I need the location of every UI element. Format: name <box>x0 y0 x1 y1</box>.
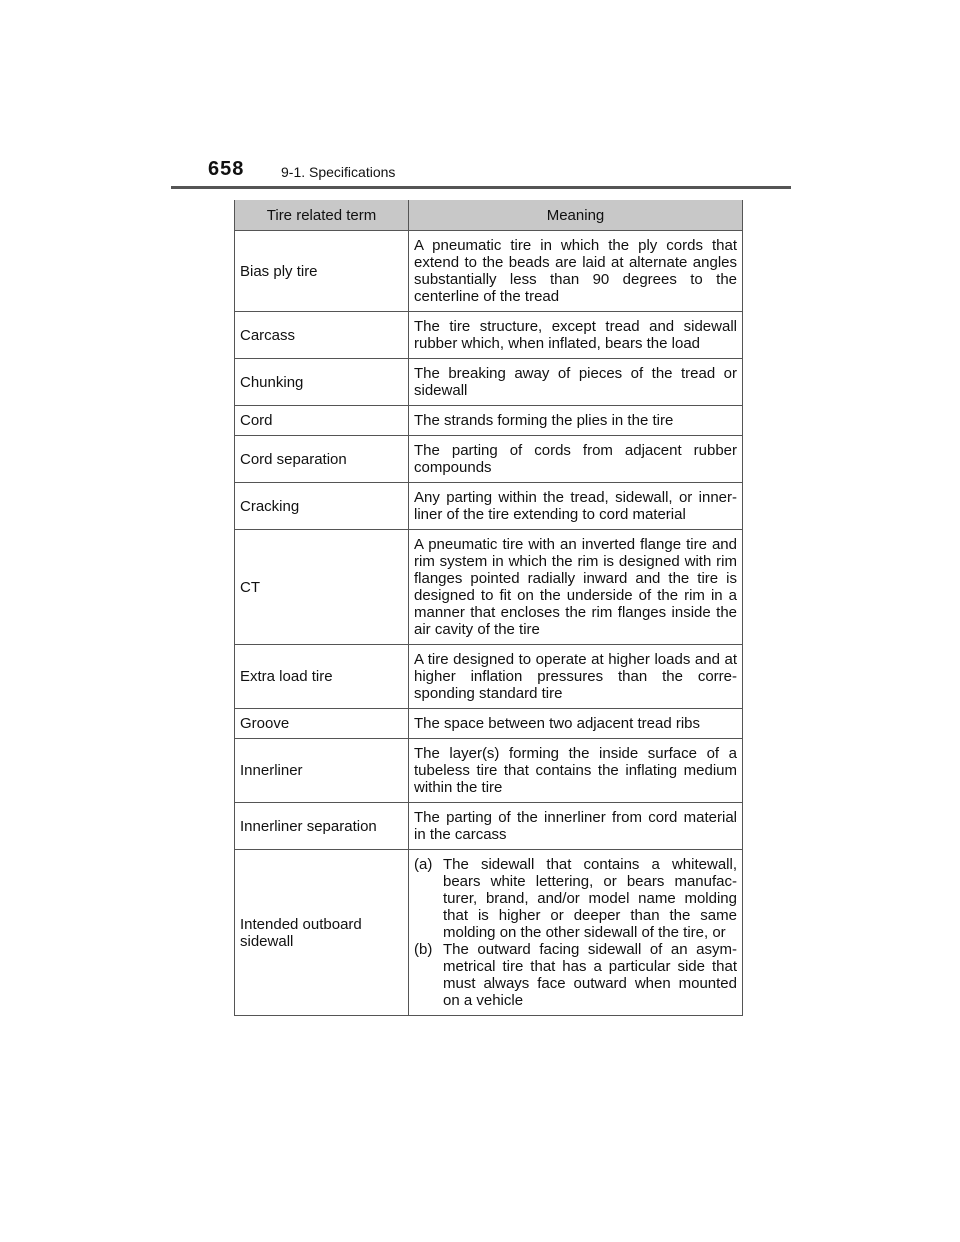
meaning-cell: The tire structure, except tread and sidewall rubber which, when inflated, bears the load <box>409 312 743 359</box>
meaning-cell: A pneumatic tire in which the ply cords that extend to the beads are laid at alternate angles substantially less than 90 degrees to the centerline of the tread <box>409 231 743 312</box>
column-header-meaning: Meaning <box>409 200 743 231</box>
meaning-cell: A pneumatic tire with an inverted flange tire and rim system in which the rim is designed with rim flanges pointed radially inward and the tire is designed to fit on the underside of the rim in a manner that encloses the rim flanges inside the air cavity of the tire <box>409 530 743 645</box>
meaning-cell: The layer(s) forming the inside surface of a tubeless tire that contains the inflating medium within the tire <box>409 739 743 803</box>
table-row <box>235 850 743 1016</box>
meaning-cell: The space between two adjacent tread ribs <box>409 709 743 739</box>
list-item <box>414 941 737 1009</box>
meaning-cell: The breaking away of pieces of the tread or sidewall <box>409 359 743 406</box>
tire-terms-table <box>234 200 743 1016</box>
term-cell: Extra load tire <box>235 645 409 709</box>
list-item-text: The outward facing sidewall of an asym-metrical tire that has a particular side that must always face outward when mounted on a vehicle <box>443 941 737 1009</box>
table-row <box>235 359 743 406</box>
table-row <box>235 483 743 530</box>
meaning-cell: Any parting within the tread, sidewall, or inner-liner of the tire extending to cord material <box>409 483 743 530</box>
term-cell: Innerliner <box>235 739 409 803</box>
meaning-cell <box>409 850 743 1016</box>
table-row <box>235 231 743 312</box>
section-title: 9-1. Specifications <box>281 164 396 180</box>
term-cell: Cracking <box>235 483 409 530</box>
meaning-cell: The parting of the innerliner from cord material in the carcass <box>409 803 743 850</box>
list-marker: (a) <box>414 856 433 873</box>
meaning-cell: A tire designed to operate at higher loads and at higher inflation pressures than the corre-sponding standard tire <box>409 645 743 709</box>
list-item <box>414 856 737 941</box>
list-item-text: The sidewall that contains a whitewall, bears white lettering, or bears manufac-turer, brand, and/or model name molding that is higher or deeper than the same molding on the other sidewall of the tire, or <box>443 856 737 941</box>
term-cell: Carcass <box>235 312 409 359</box>
term-cell: Groove <box>235 709 409 739</box>
term-cell: Innerliner separation <box>235 803 409 850</box>
table-header-row <box>235 200 743 231</box>
table-row <box>235 739 743 803</box>
column-header-term: Tire related term <box>235 200 409 231</box>
meaning-cell: The parting of cords from adjacent rubber compounds <box>409 436 743 483</box>
header-divider <box>171 186 791 189</box>
list-marker: (b) <box>414 941 433 958</box>
term-cell: Cord separation <box>235 436 409 483</box>
table-row <box>235 312 743 359</box>
term-cell: Bias ply tire <box>235 231 409 312</box>
term-cell: Chunking <box>235 359 409 406</box>
table-row <box>235 803 743 850</box>
page-number: 658 <box>208 158 245 180</box>
table-row <box>235 436 743 483</box>
table-row <box>235 530 743 645</box>
meaning-cell: The strands forming the plies in the tire <box>409 406 743 436</box>
table-row <box>235 406 743 436</box>
term-cell: CT <box>235 530 409 645</box>
table-row <box>235 709 743 739</box>
term-cell: Cord <box>235 406 409 436</box>
term-cell: Intended outboard sidewall <box>235 850 409 1016</box>
table-row <box>235 645 743 709</box>
